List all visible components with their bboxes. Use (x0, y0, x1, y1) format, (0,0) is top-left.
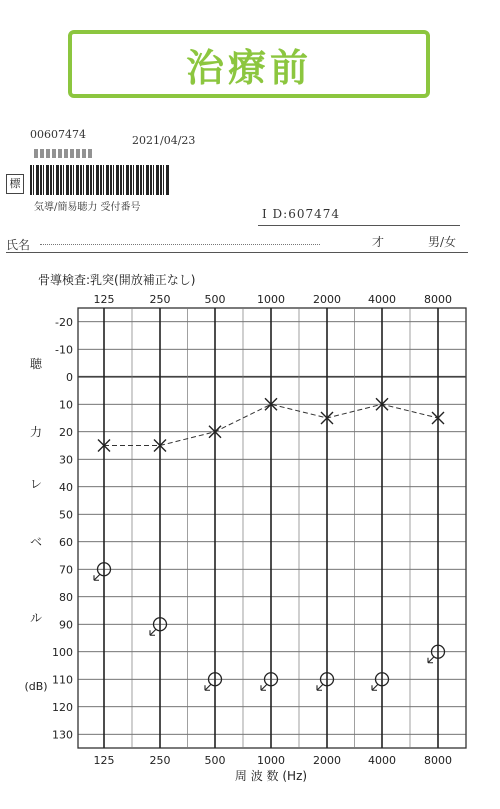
sex-label: 男/女 (428, 235, 457, 249)
y-tick-label: 80 (59, 590, 73, 604)
x-tick-label-top: 250 (149, 293, 171, 306)
x-tick-label-bottom: 500 (204, 754, 226, 767)
x-tick-label-bottom: 4000 (368, 754, 396, 767)
y-tick-label: 50 (59, 508, 73, 522)
age-label: 才 (372, 235, 385, 249)
y-tick-label: 130 (52, 728, 73, 742)
x-tick-label-bottom: 125 (93, 754, 115, 767)
y-tick-label: 0 (66, 370, 73, 384)
y-tick-label: 70 (59, 563, 73, 577)
x-tick-label-bottom: 1000 (257, 754, 285, 767)
o-marker-arrow (317, 684, 323, 690)
y-tick-label: 40 (59, 480, 73, 494)
x-tick-label-bottom: 8000 (424, 754, 452, 767)
y-tick-label: 60 (59, 535, 73, 549)
banner-title: 治療前 (185, 45, 312, 90)
test-date: 2021/04/23 (132, 134, 196, 147)
x-tick-label-top: 500 (204, 293, 226, 306)
x-tick-label-top: 4000 (368, 293, 396, 306)
x-tick-label-top: 2000 (313, 293, 341, 306)
o-marker-arrow (261, 684, 267, 690)
x-axis-label: 周 波 数 (Hz) (234, 769, 308, 783)
x-tick-label-top: 8000 (424, 293, 452, 306)
o-marker-arrow (428, 657, 434, 663)
y-tick-label: 30 (59, 453, 73, 467)
y-axis-label-char: 力 (29, 425, 43, 439)
y-axis-label-char: ル (29, 611, 43, 625)
patient-id: I D:607474 (262, 207, 341, 221)
x-tick-label-top: 1000 (257, 293, 285, 306)
y-axis-label-char: 聴 (29, 357, 43, 371)
y-tick-label: -10 (55, 343, 73, 357)
y-tick-label: 100 (52, 645, 73, 659)
stamp-mark: 標 (6, 174, 24, 194)
y-tick-label: 10 (59, 398, 73, 412)
x-tick-label-bottom: 2000 (313, 754, 341, 767)
y-tick-label: 120 (52, 700, 73, 714)
o-marker-arrow (94, 574, 100, 580)
name-label: 氏名 (6, 238, 31, 252)
y-axis-label-char: ベ (29, 535, 43, 549)
o-marker-arrow (150, 629, 156, 635)
y-tick-label: 110 (52, 673, 73, 687)
y-tick-label: 20 (59, 425, 73, 439)
x-tick-label-top: 125 (93, 293, 115, 306)
sub-header: 気導/簡易聴力 受付番号 (34, 202, 141, 213)
plot-frame (78, 308, 466, 748)
y-tick-label: -20 (55, 315, 73, 329)
record-number: 00607474 (30, 128, 86, 141)
y-axis-label-char: レ (29, 477, 43, 491)
o-marker-arrow (372, 684, 378, 690)
chart-title: 骨導検査:乳突(開放補正なし) (38, 273, 196, 287)
x-tick-label-bottom: 250 (149, 754, 171, 767)
y-tick-label: 90 (59, 618, 73, 632)
y-axis-unit: (dB) (24, 680, 48, 693)
o-marker-arrow (205, 684, 211, 690)
